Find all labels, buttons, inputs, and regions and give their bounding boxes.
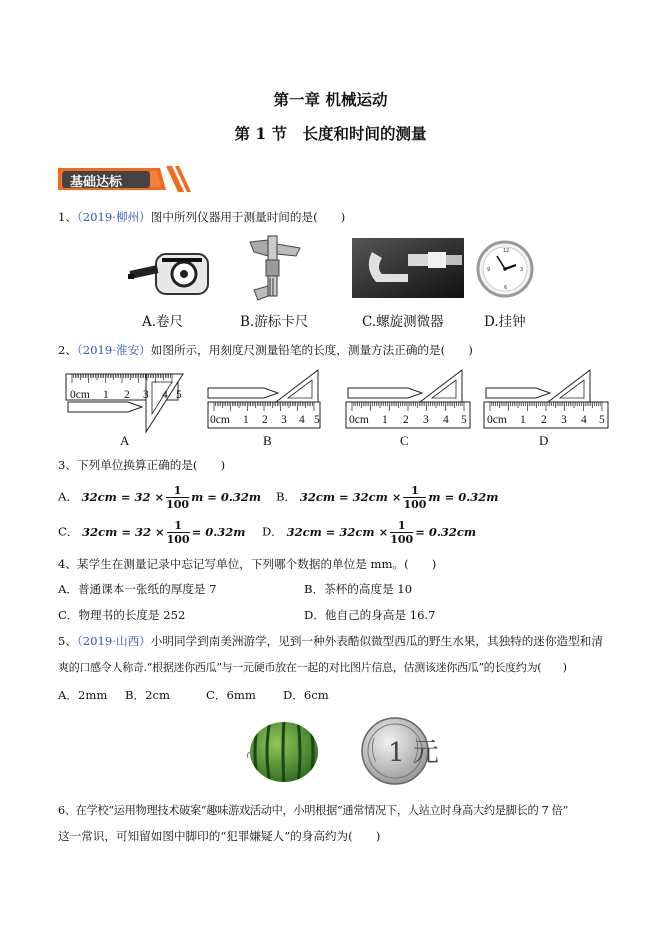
q5-source: （2019·山西）	[76, 634, 151, 648]
q3-option-d: D． 32cm = 32cm × $\frac{1}{100}$ = 0.32cm	[262, 519, 477, 546]
q3-option-c: C． 32cm = 32 × $\frac{1}{100}$ = 0.32m	[58, 519, 246, 546]
ruler-c-label-3: 3	[423, 414, 429, 426]
question-3: 3、下列单位换算正确的是( )	[58, 458, 226, 472]
question-6-line-1: 6、在学校“运用物理技术破案”趣味游戏活动中，小明根据“通常情况下，人站立时身高大约是脚长的 7 倍”	[58, 804, 568, 817]
question-4: 4、某学生在测量记录中忘记写单位，下列哪个数据的单位是 mm。( )	[58, 557, 437, 571]
ruler-b-label-5: 5	[314, 414, 320, 426]
ruler-a-label-1: 1	[103, 389, 109, 401]
svg-text:9: 9	[487, 267, 491, 273]
q2-figures	[58, 362, 608, 452]
q1-option-b: B.游标卡尺	[240, 314, 309, 330]
q5-option-d: D．6cm	[283, 688, 329, 702]
question-5-line-1: 5、（2019·山西）小明同学到南美洲游学，见到一种外表酷似微型西瓜的野生水果，其独特的迷你造型和清	[58, 634, 603, 648]
q1-option-d: D.挂钟	[484, 314, 526, 330]
question-1: 1、（2019·柳州）图中所列仪器用于测量时间的是( )	[58, 210, 346, 224]
svg-text:6: 6	[504, 285, 508, 291]
ruler-c-label-2: 2	[403, 414, 409, 426]
q1-source: （2019·柳州）	[76, 210, 151, 224]
section-banner	[58, 164, 192, 194]
ruler-b-label-3: 3	[281, 414, 287, 426]
figure-d-label: D	[539, 433, 549, 448]
q5-option-a: A．2mm	[58, 688, 108, 702]
q4-option-c: C．物理书的长度是 252	[58, 608, 186, 622]
micrometer-image	[352, 238, 464, 298]
q4-option-b: B．茶杯的高度是 10	[304, 582, 413, 596]
tape-measure-image	[126, 240, 212, 300]
ruler-c-label-5: 5	[461, 414, 467, 426]
question-2: 2、（2019·淮安）如图所示，用刻度尺测量铅笔的长度，测量方法正确的是( )	[58, 343, 473, 357]
ruler-d-label-2: 2	[541, 414, 547, 426]
ruler-c-label-1: 1	[382, 414, 388, 426]
figure-c-label: C	[400, 433, 409, 448]
ruler-b-label-2: 2	[262, 414, 268, 426]
svg-text:3: 3	[520, 267, 524, 273]
ruler-a-label-5: 5	[176, 389, 182, 401]
wall-clock-image	[476, 240, 534, 298]
ruler-d-label-0: 0cm	[487, 414, 507, 426]
ruler-d-label-1: 1	[520, 414, 526, 426]
section-title: 第 1 节 长度和时间的测量	[234, 124, 427, 143]
vernier-caliper-image	[240, 234, 306, 304]
ruler-a-label-3: 3	[143, 389, 149, 401]
ruler-b-label-0: 0cm	[210, 414, 230, 426]
q3-option-a: A． 32cm = 32 × $\frac{1}{100}$ m = 0.32m	[58, 484, 262, 511]
figure-a	[66, 374, 183, 432]
ruler-d-label-3: 3	[561, 414, 567, 426]
ruler-a-label-2: 2	[124, 389, 130, 401]
one-yuan-coin-image	[360, 716, 439, 786]
figure-a-label: A	[120, 433, 130, 448]
ruler-a-label-4: 4	[162, 389, 168, 401]
chapter-title: 第一章 机械运动	[273, 90, 388, 109]
q3-option-b: B． 32cm = 32cm × $\frac{1}{100}$ m = 0.32m	[276, 484, 499, 511]
q5-option-b: B．2cm	[125, 688, 170, 702]
ruler-b-label-4: 4	[299, 414, 305, 426]
coin-face-text: 1 元	[388, 738, 439, 768]
q4-option-a: A．普通课本一张纸的厚度是 7	[58, 582, 217, 596]
figure-b-label: B	[263, 433, 272, 448]
ruler-a-label-0: 0cm	[70, 389, 90, 401]
q1-option-c: C.螺旋测微器	[362, 314, 444, 330]
mini-watermelon-image	[244, 718, 322, 784]
q1-option-a: A.卷尺	[142, 314, 184, 330]
banner-label: 基础达标	[70, 175, 123, 190]
ruler-c-label-0: 0cm	[349, 414, 369, 426]
q5-option-c: C．6mm	[206, 688, 256, 702]
ruler-d-label-5: 5	[599, 414, 605, 426]
question-5-line-2: 爽的口感令人称奇.“根据迷你西瓜”与一元硬币放在一起的对比图片信息，估测该迷你西瓜”的长度约为( )	[58, 661, 567, 674]
question-6-line-2: 这一常识，可知留如图中脚印的“犯罪嫌疑人”的身高约为( )	[58, 829, 381, 843]
q2-source: （2019·淮安）	[76, 343, 151, 357]
ruler-b-label-1: 1	[243, 414, 249, 426]
ruler-d-label-4: 4	[581, 414, 587, 426]
q4-option-d: D．他自己的身高是 16.7	[304, 608, 436, 622]
svg-text:12: 12	[503, 248, 510, 254]
ruler-c-label-4: 4	[443, 414, 449, 426]
